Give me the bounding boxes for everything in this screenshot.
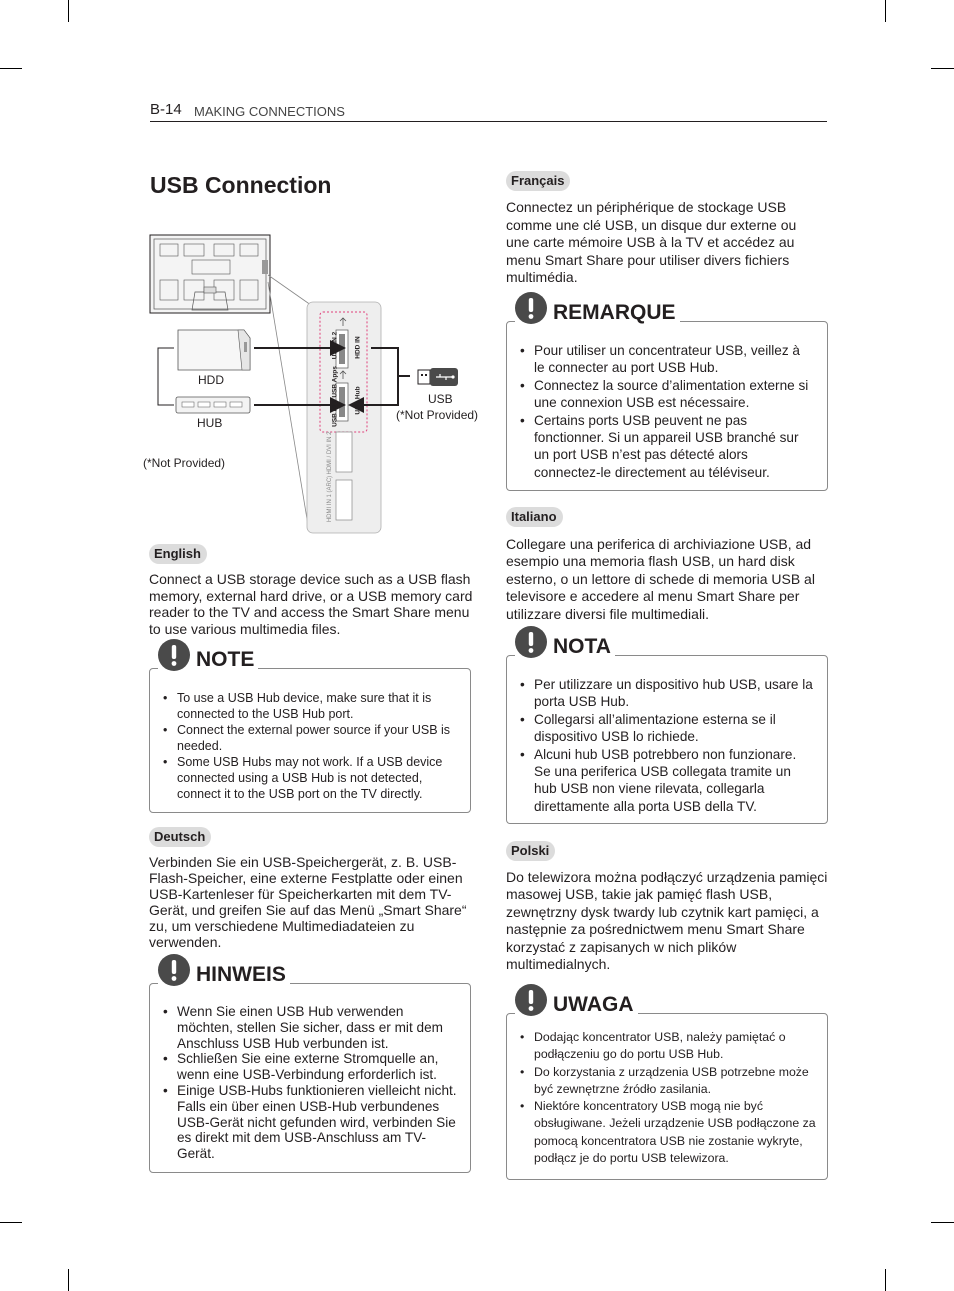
port-label-usb-in-2: USB IN 2	[331, 331, 339, 360]
note-heading	[515, 292, 680, 324]
port-label-usb-hub: USB Hub	[354, 386, 362, 415]
port-label-hdmi-2: HDMI / DVI IN 2	[327, 431, 333, 475]
note-heading	[515, 626, 615, 658]
note-box-deutsch	[149, 963, 471, 1173]
note-item: • Connectez la source d’alimentation externe si une connexion USB est nécessaire.	[520, 377, 813, 412]
port-label-usb-in-1: USB IN 1 USB Apps	[331, 366, 339, 427]
note-item: • Einige USB-Hubs funktionieren vielleicht nicht. Falls ein über einen USB-Hub verbundenes USB-Gerät nicht gefunden wird, verbinden Sie es direkt mit dem USB-Anschluss am TV-Gerät.	[163, 1083, 462, 1162]
not-provided-label: (*Not Provided)	[143, 456, 226, 470]
hdd-label: HDD	[198, 373, 224, 387]
section-header: MAKING CONNECTIONS	[194, 104, 345, 119]
note-item: • Dodając koncentrator USB, należy pamiętać o podłączeniu go do portu USB Hub.	[520, 1029, 819, 1064]
port-label-hdd-in: HDD IN	[354, 336, 362, 359]
note-item: • Niektóre koncentratory USB mogą nie być obsługiwane. Jeżeli urządzenie USB podłączone za pomocą koncentratora USB nie zostanie wykryte, podłącz je do portu USB telewizora.	[520, 1098, 819, 1167]
exclamation-icon	[158, 639, 190, 671]
exclamation-icon	[158, 954, 190, 986]
header-rule	[150, 121, 827, 122]
page-title: USB Connection	[150, 172, 332, 198]
note-item: • Do korzystania z urządzenia USB potrzebne może być zewnętrzne źródło zasilania.	[520, 1064, 819, 1099]
hdd-device-icon	[178, 330, 250, 370]
note-box-polski	[506, 993, 828, 1180]
port-label-hdmi-1: HDMI IN 1 (ARC)	[327, 475, 333, 523]
italiano-body: Collegare una periferica di archiviazione USB, ad esempio una memoria flash USB, un hard disk esterno, o un lettore di schede di memoria USB al televisore e accedere al menu Smart Share per utilizzare diversi file multimediali.	[506, 536, 815, 622]
note-title: REMARQUE	[553, 301, 676, 324]
note-item: • Schließen Sie eine externe Stromquelle an, wenn eine USB-Verbindung erforderlich ist.	[163, 1051, 462, 1083]
note-box-italiano	[506, 635, 828, 824]
english-body: Connect a USB storage device such as a USB flash memory, external hard drive, or a USB memory card reader to the TV and access the Smart Share menu to use various multimedia files.	[149, 571, 473, 637]
page-number: B-14	[150, 101, 182, 118]
lang-tag-francais: Français	[506, 171, 570, 191]
deutsch-body: Verbinden Sie ein USB-Speichergerät, z. B. USB-Flash-Speicher, eine externe Festplatte oder einen USB-Kartenleser für Speicherkarten mit dem TV-Gerät, und greifen Sie auf das Menü „Smart Share“ zu, um verschiedene Multimediadateien zu verwenden.	[149, 854, 467, 950]
note-heading	[515, 984, 638, 1016]
exclamation-icon	[515, 292, 547, 324]
note-title: NOTA	[553, 635, 611, 658]
note-item: • Alcuni hub USB potrebbero non funzionare. Se una periferica USB collegata tramite un hub USB non viene rilevata, collegarla direttamente alla porta USB della TV.	[520, 746, 813, 816]
lang-tag-polski: Polski	[506, 841, 555, 861]
note-item: • Connect the external power source if your USB is needed.	[163, 722, 462, 754]
usb-not-provided-label: (*Not Provided)	[396, 408, 479, 422]
port-panel-icon	[307, 302, 381, 533]
note-item: • Pour utiliser un concentrateur USB, veillez à le connecter au port USB Hub.	[520, 342, 813, 377]
lang-tag-deutsch: Deutsch	[149, 827, 211, 847]
connection-diagram	[140, 230, 490, 540]
note-title: HINWEIS	[196, 963, 286, 986]
lang-tag-english: English	[149, 544, 207, 564]
exclamation-icon	[515, 984, 547, 1016]
note-item: • Collegarsi all’alimentazione esterna se il dispositivo USB lo richiede.	[520, 711, 813, 746]
note-box-francais	[506, 301, 828, 491]
usb-label: USB	[428, 392, 453, 406]
note-item: • Per utilizzare un dispositivo hub USB, usare la porta USB Hub.	[520, 676, 813, 711]
note-item: • To use a USB Hub device, make sure that it is connected to the USB Hub port.	[163, 690, 462, 722]
diagram-graphic	[140, 230, 490, 540]
note-title: NOTE	[196, 648, 255, 671]
note-item: • Certains ports USB peuvent ne pas fonctionner. Si un appareil USB branché sur un port USB n’est pas détecté alors connectez-le directement au téléviseur.	[520, 412, 813, 482]
usb-stick-icon	[418, 368, 458, 386]
note-heading	[158, 954, 290, 986]
lang-tag-italiano: Italiano	[506, 507, 563, 527]
note-heading	[158, 639, 258, 671]
note-item: • Some USB Hubs may not work. If a USB device connected using a USB Hub is not detected, connect it to the USB port on the TV directly.	[163, 754, 462, 802]
note-box-english	[149, 648, 471, 813]
note-title: UWAGA	[553, 993, 634, 1016]
hub-label: HUB	[197, 416, 223, 430]
exclamation-icon	[515, 626, 547, 658]
tv-back-icon	[150, 235, 270, 313]
francais-body: Connectez un périphérique de stockage USB comme une clé USB, un disque dur externe ou une carte mémoire USB à la TV et accédez au menu Smart Share pour utiliser divers fichiers multimédia.	[506, 199, 797, 285]
note-item: • Wenn Sie einen USB Hub verwenden möchten, stellen Sie sicher, dass er mit dem Anschluss USB Hub verbunden ist.	[163, 1004, 462, 1051]
polski-body: Do telewizora można podłączyć urządzenia pamięci masowej USB, takie jak pamięć flash USB, zewnętrzny dysk twardy lub czytnik kart pamięci, a następnie za pośrednictwem menu Smart Share korzystać z zapisanych w nich plików multimedialnych.	[506, 869, 828, 973]
hub-device-icon	[176, 397, 250, 413]
